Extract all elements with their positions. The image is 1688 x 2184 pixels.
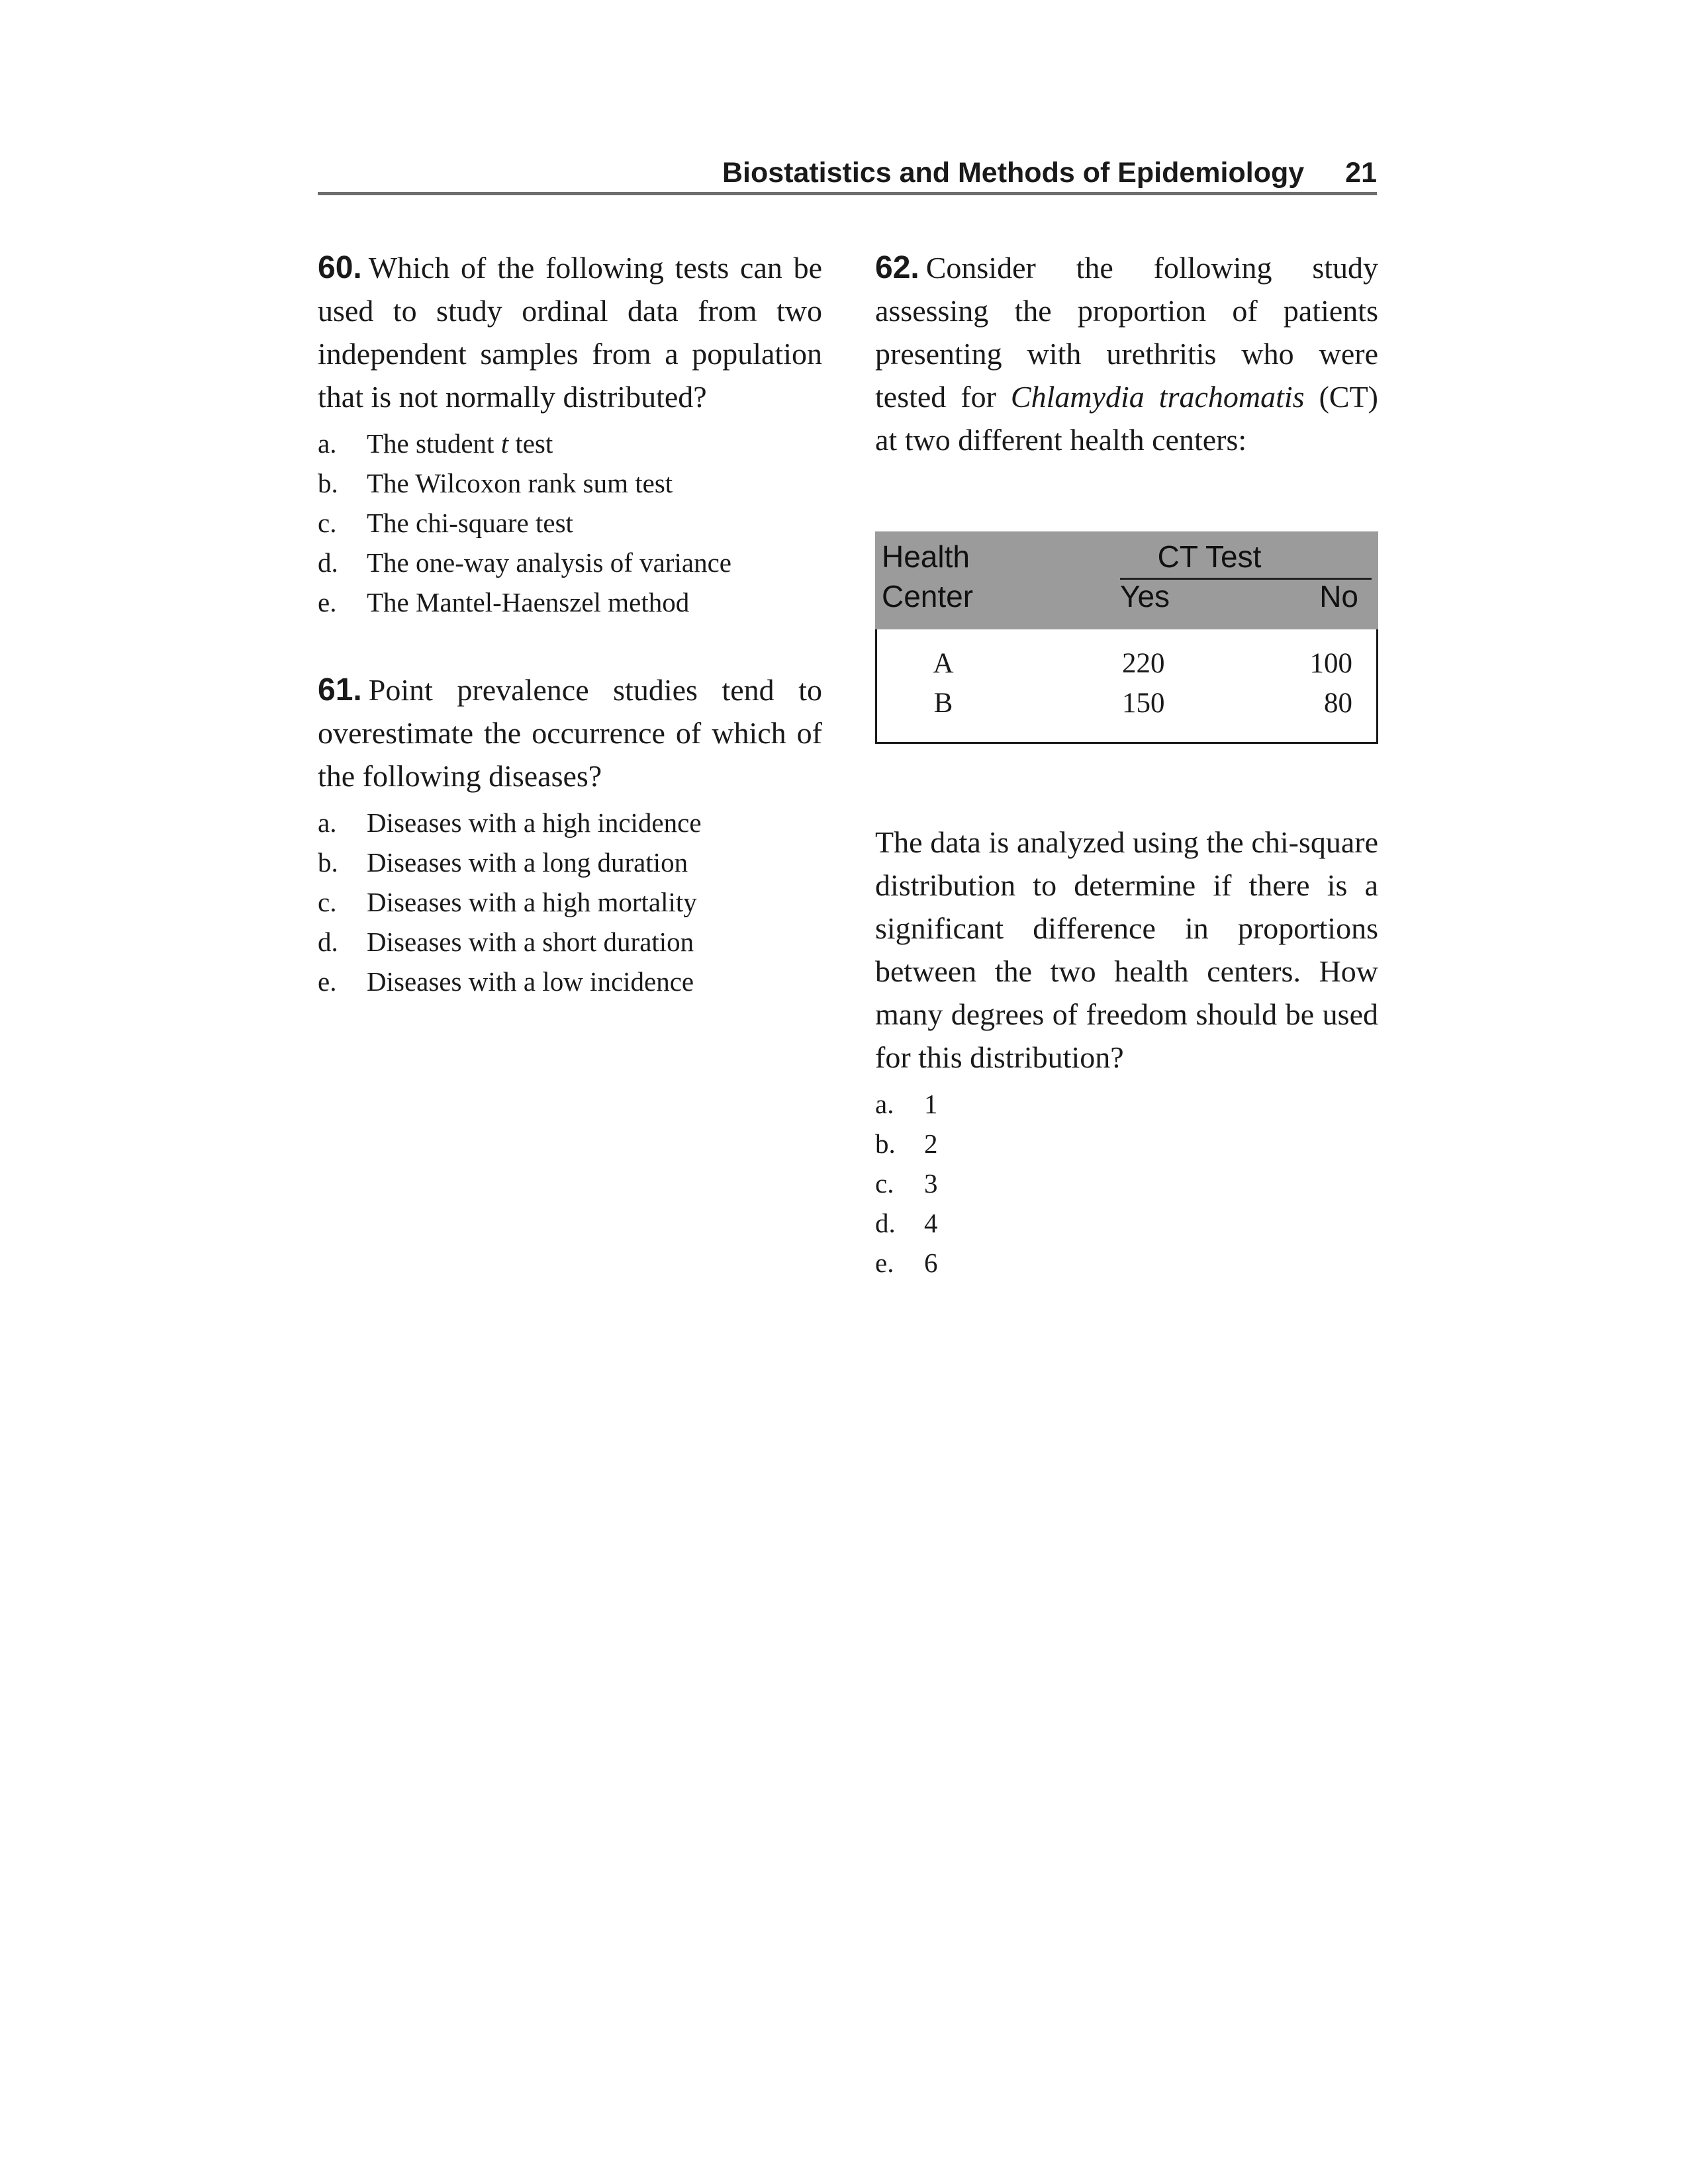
answer-choice: a. 1 [875,1089,938,1119]
answer-choice: e. Diseases with a low incidence [318,966,694,997]
answer-choice: b. 2 [875,1128,938,1159]
header-center: Center [882,579,974,614]
question-62-followup: The data is analyzed using the chi-square distribution to determine if there is a significant difference in proportions between the two health centers. How many degrees of freedom should be used for this distribution? [875,825,1378,1074]
answer-choice: d. 4 [875,1208,938,1238]
answer-choice: c. The chi-square test [318,508,573,538]
answer-choices [318,424,822,622]
table-row: A 220 100 [933,648,1352,679]
question-number: 60. [318,250,362,285]
question-number: 62. [875,250,919,285]
answer-choice: e. The Mantel-Haenszel method [318,587,690,617]
running-header [318,154,1377,195]
header-health: Health [882,539,970,574]
answer-choice: b. Diseases with a long duration [318,847,688,878]
right-column [875,246,1378,1283]
answer-choice: d. The one-way analysis of variance [318,547,731,578]
ct-test-table [875,531,1378,744]
question-60-stem [318,246,822,418]
question-62-stem: 62. Consider the following study assessing the proportion of patients presenting with urethritis who were tested for Chlamydia trachomatis (CT) at two different health centers: [875,250,1378,457]
answer-choices [318,803,822,1001]
answer-choice: d. Diseases with a short duration [318,927,694,957]
table-header [875,531,1378,629]
question-61-stem [318,668,822,797]
question-text: Which of the following tests can be used to study ordinal data from two independent samples from a population that is not normally distributed? [318,251,822,414]
answer-choice: c. Diseases with a high mortality [318,887,697,917]
header-ct-test: CT Test [1157,539,1262,574]
question-60 [318,246,822,622]
header-yes: Yes [1120,579,1170,614]
table-body [875,629,1378,744]
organism-name: Chlamydia trachomatis [1010,380,1305,414]
question-text: Point prevalence studies tend to overestimate the occurrence of which of the following diseases? [318,673,822,793]
answer-choice: a. Diseases with a high incidence [318,807,702,838]
table-row: B 150 80 [933,688,1352,719]
page-number: 21 [1345,157,1377,189]
question-61 [318,668,822,1001]
header-no: No [1319,579,1358,614]
answer-choice: c. 3 [875,1168,938,1199]
answer-choice: b. The Wilcoxon rank sum test [318,468,673,498]
answer-choice: e. 6 [875,1248,938,1278]
left-column [318,246,822,1001]
question-62 [875,246,1378,1283]
question-number: 61. [318,672,362,707]
answer-choice: a. The student t test [318,428,553,459]
answer-choices [875,1084,1378,1283]
running-title: Biostatistics and Methods of Epidemiology [722,157,1305,189]
